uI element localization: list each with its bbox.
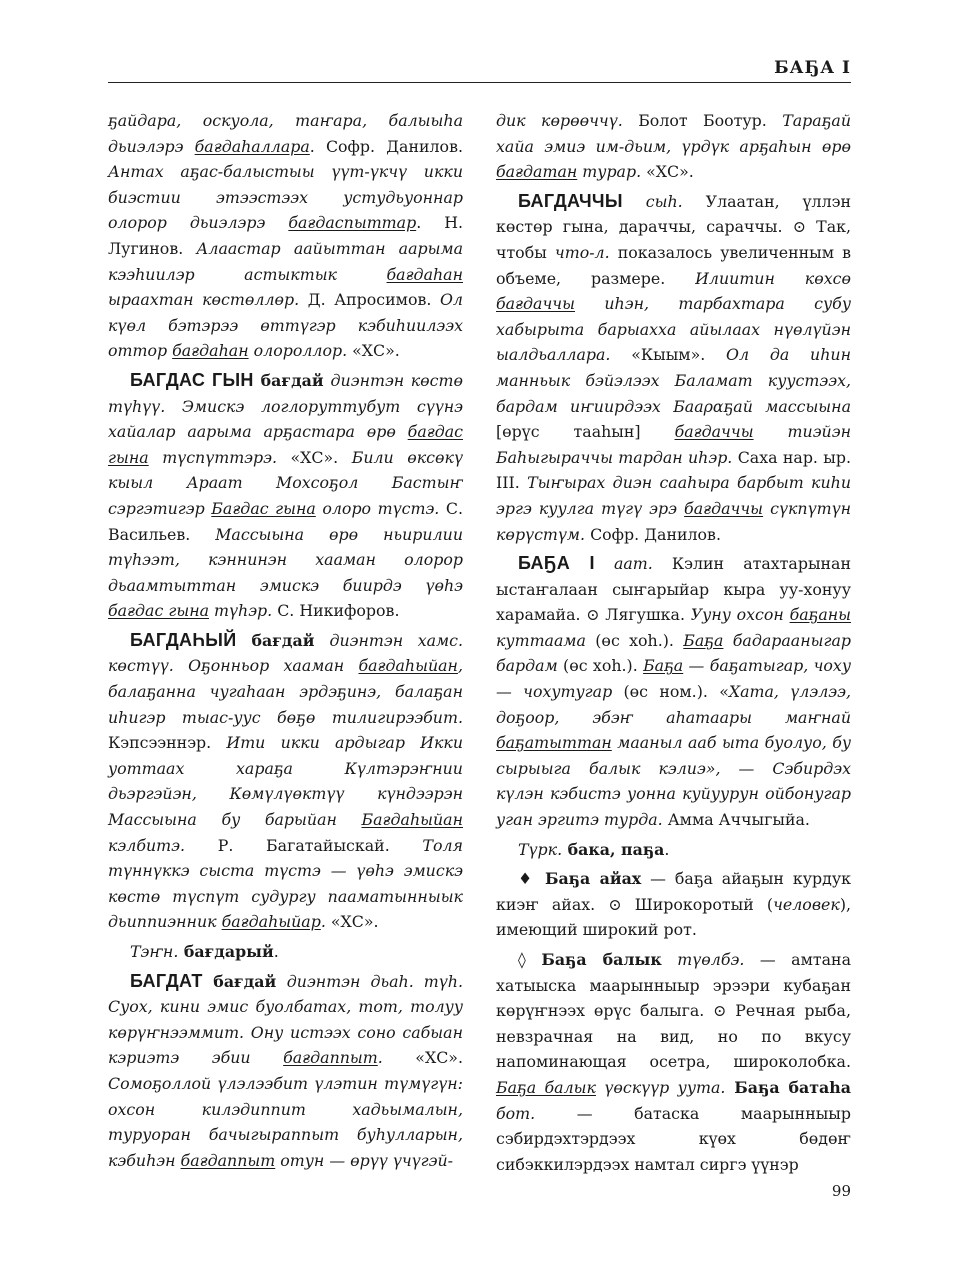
text: человек bbox=[773, 894, 840, 914]
example-word: бағдаппыт bbox=[180, 1150, 276, 1170]
text: — баҕатыгар, чоху — чохутугар bbox=[496, 656, 851, 702]
text: . bbox=[273, 942, 279, 961]
text: Д. Апросимов. bbox=[299, 290, 440, 310]
text: Алаастар аайыттан аарыма кээһиилэр астыктык bbox=[108, 238, 463, 284]
text: Түрк. bbox=[518, 839, 563, 859]
example-word: Бағдаһыйан bbox=[361, 810, 463, 830]
example-word: бағдаһаллара bbox=[194, 136, 310, 156]
text: «ХС». bbox=[325, 912, 379, 932]
text: бадарааныгар бардам bbox=[496, 630, 851, 676]
text: түспүттэрэ. bbox=[148, 447, 278, 467]
text: аат. bbox=[594, 554, 653, 574]
text: Ити икки ардыгар Икки уоттаах хараҕа Күлтэрэҥнии дьэргэйэн, Көмүлүөктүү күндээрэн Массыына бу барыйан bbox=[108, 733, 464, 830]
text: . Н. Лугинов. bbox=[108, 213, 464, 258]
text: Саха нар. ыр. III. bbox=[496, 447, 852, 493]
example-word: бағдаһан bbox=[172, 341, 249, 361]
example-word: баҕаны bbox=[789, 605, 852, 625]
text: сыһ. bbox=[645, 191, 683, 211]
text: . bbox=[664, 839, 670, 859]
text: Тараҕай хайа эмиэ им-дьим, үрдүк арҕаһын өрө bbox=[496, 111, 851, 156]
example-word: баҕатыттан bbox=[496, 733, 612, 753]
text: «ХС». bbox=[277, 447, 352, 467]
phrase-headword: Баҕа батаһа bbox=[725, 1077, 851, 1097]
text: диэнтэн хамс. көстүү. Оҕонньор хааман bbox=[108, 630, 463, 676]
text: Били өксөкү кыыл Араат Мохсоҕол Бастыҥ сэргэтигэр bbox=[108, 447, 463, 518]
text: (өс хоһ.). bbox=[585, 630, 684, 650]
text: показалось увеличенным в объеме, размере. bbox=[496, 242, 851, 288]
entry-continuation bbox=[108, 108, 463, 364]
text: «ХС». bbox=[382, 1048, 463, 1068]
text: бот. bbox=[496, 1103, 536, 1123]
text: Тэҥн. bbox=[130, 942, 179, 961]
text: — батаска маарынныыр сэбирдэхтэрдээх күөх бөдөҥ сибэккилэрдээх намтал сиргэ үүнэр bbox=[496, 1103, 851, 1174]
text: Софр. Данилов. bbox=[585, 524, 721, 544]
text: «ХС». bbox=[347, 341, 400, 361]
text: Толя түннүккэ сыста түстэ — үөһэ эмискэ көстө түспүт судургу пааматынныык дьиппиэнник bbox=[108, 835, 463, 932]
text: куттаама bbox=[496, 630, 586, 650]
text: ыраахтан көстөллөр. bbox=[108, 290, 300, 310]
example-word: бағдаччы bbox=[496, 294, 575, 314]
text: Улаатан, үллэн көстөр гына, дараччы, сараччы. bbox=[496, 191, 851, 237]
right-column bbox=[496, 108, 851, 1177]
diamond-icon: ♦ bbox=[518, 869, 545, 889]
text: , балаҕанна чугаһаан эрдэҕинэ, балаҕан иһигэр тыас-уус бөҕө тилигирээбит. bbox=[108, 656, 463, 727]
text: . Софр. Данилов. bbox=[309, 136, 463, 156]
text: Ууну охсон bbox=[690, 605, 790, 625]
example-word: Бағдас гына bbox=[211, 498, 316, 518]
text: ), имеющий широкий рот. bbox=[496, 894, 851, 940]
entry-bagdahyi bbox=[108, 628, 463, 935]
text: — баҕа айаҕын курдук киэҥ айах. ⊙ Широкоротый ( bbox=[496, 869, 852, 914]
text: . bbox=[377, 1048, 383, 1068]
text: [өрүс тааһын] bbox=[496, 422, 675, 442]
entry-continuation bbox=[496, 108, 851, 185]
lozenge-icon: ◊ bbox=[518, 950, 542, 969]
text: сүкпүтүн көрүстүм. bbox=[496, 498, 851, 544]
text: . bbox=[320, 912, 326, 932]
text: «ХС». bbox=[641, 162, 694, 182]
text: бака, паҕа bbox=[562, 839, 665, 859]
example-word: бағдаччы bbox=[674, 422, 754, 442]
headword: БАҔА I bbox=[518, 553, 595, 574]
text: (өс ном.). « bbox=[612, 682, 729, 702]
example-word: бағдатан bbox=[496, 162, 578, 182]
phrase-headword: Баҕа айах bbox=[544, 869, 642, 889]
header-rule bbox=[108, 82, 851, 83]
text: (өс хоһ.). bbox=[557, 656, 644, 676]
text: бағдай bbox=[202, 971, 287, 991]
text: Ол да иһин манньык бэйэлээх Баламат куустээх, бардам иҥиирдээх Бааραҕай массыына bbox=[496, 345, 851, 416]
example-word: Баҕа балык bbox=[496, 1077, 596, 1097]
text: С. Васильев. bbox=[108, 498, 463, 544]
text: ⊙ Так, чтобы bbox=[496, 217, 852, 262]
entry-bagdat bbox=[108, 969, 463, 1174]
example-word: бағдаспыттар bbox=[288, 213, 417, 233]
text: Антах аҕас-балыстыы үүт-үкчү икки биэстии этээстээх устудьуоннар олорор дьиэлэрэ bbox=[108, 162, 463, 233]
text: диэнтэн көстө түһүү. Эмискэ логлоруттубут сүүнэ хайалар аарыма арҕастара өрө bbox=[108, 370, 463, 442]
text: тиэйэн Баһыгыраччы тардан иһэр. bbox=[496, 422, 851, 467]
example-word: Баҕа bbox=[643, 656, 684, 676]
entry-bagdas-gyn bbox=[108, 368, 463, 624]
headword: БАГДАТ bbox=[130, 970, 203, 991]
text: олороллор. bbox=[248, 341, 348, 361]
etymology bbox=[496, 837, 851, 863]
headword: БАГДАЧЧЫ bbox=[518, 190, 623, 211]
text: дик көрөөччү. bbox=[496, 111, 623, 130]
text: что-л. bbox=[554, 242, 610, 262]
text: Сомоҕоллой үлэлээбит үлэтин түмүгүн: охсон килэдиппит хадьымалын, туруоран бачыгыраппыт буһулларын, кэбиһэн bbox=[108, 1073, 463, 1170]
entry-baga-1 bbox=[496, 551, 851, 833]
entry-bagdachchy bbox=[496, 189, 851, 547]
text: ⊙ Лягушка. bbox=[586, 605, 691, 625]
text: «Кыым». bbox=[610, 345, 727, 365]
example-word: бағдаччы bbox=[684, 498, 764, 518]
text: бағдай bbox=[253, 370, 331, 390]
phrase-baga-balyk bbox=[496, 947, 851, 1177]
text: кэлбитэ. bbox=[108, 835, 186, 855]
text: Кэпсээннэр. bbox=[108, 733, 227, 753]
example-word: бағдаһан bbox=[386, 264, 463, 284]
text: түһэр. bbox=[209, 601, 273, 621]
text: бағдарый bbox=[178, 942, 274, 961]
running-head: БАҔА I bbox=[774, 58, 851, 78]
example-word: бағдас гына bbox=[108, 601, 210, 621]
text: Илиитин көхсө bbox=[695, 268, 851, 288]
text: Тыҥырах диэн сааһыра барбыт киһи эргэ куулга түгү эрэ bbox=[496, 473, 852, 518]
text: олоро түстэ. bbox=[315, 498, 440, 518]
cross-reference bbox=[108, 939, 463, 965]
page-number: 99 bbox=[831, 1182, 851, 1200]
example-word: бағдас гына bbox=[108, 422, 463, 467]
text: Ол күөл бэтэрээ өттүгэр кэбиһиилээх оттор bbox=[108, 290, 463, 361]
text: бағдай bbox=[236, 630, 330, 650]
phrase-headword: Баҕа балык bbox=[541, 950, 662, 969]
left-column bbox=[108, 108, 463, 1173]
text: үөскүүр уута. bbox=[595, 1077, 726, 1097]
headword: БАГДАҺЫЙ bbox=[130, 629, 237, 650]
example-word: бағдаһыйан bbox=[358, 656, 458, 676]
text: Амма Аччыгыйа. bbox=[662, 810, 810, 830]
text: Болот Боотур. bbox=[622, 111, 783, 130]
text: түөлбэ. bbox=[661, 950, 745, 969]
example-word: бағдаппыт bbox=[283, 1048, 378, 1068]
text: Массыына өрө ньирилии түһээт, кэннинэн хааман олорор дьаамтыттан эмискэ биирдэ үөһэ bbox=[108, 524, 463, 595]
headword: БАГДАС ГЫН bbox=[130, 369, 254, 390]
example-word: Баҕа bbox=[683, 630, 724, 650]
text: С. Никифоров. bbox=[272, 601, 400, 621]
text: турар. bbox=[577, 162, 642, 182]
text: Р. Багатайыскай. bbox=[185, 835, 423, 855]
text: — амтана хатыыска маарынныыр эрээри кубаҕан көрүҥнээх өрүс балыга. ⊙ Речная рыба, невзрачная на вид, но по вкусу напоминающая осетра, широколобка. bbox=[496, 950, 851, 1072]
text: иһэн, тарбахтара субу хабырыта барыахха айылаах нүөлүйэн ыалдьаллара. bbox=[496, 294, 851, 365]
text: диэнтэн дьаһ. түһ. Суох, кини эмис буолбатах, тот, толуу көрүҥнээммит. Ону истээх соно сабыан кэриэтэ эбии bbox=[108, 971, 463, 1068]
phrase-baga-ayakh bbox=[496, 866, 851, 943]
text: ҕайдара, оскуола, таҥара, балыыһа дьиэлэрэ bbox=[108, 111, 463, 156]
text: мааныл ааб ыта буолуо, бу сырыыга балык кэлиэ», — Сэбирдэх күлэн кэбистэ уонна куйуурун ойбонугар уган эргитэ турда. bbox=[496, 733, 851, 830]
text: Кэлин атахтарынан ыстаҥалаан сыҥарыйар кыра уу-хонуу харамайа. bbox=[496, 554, 852, 625]
text: Хата, үлэлээ, доҕоор, эбэҥ аһатаары маҥнай bbox=[496, 682, 851, 727]
example-word: бағдаһыйар bbox=[221, 912, 321, 932]
text: отун — өрүү үчүгэй- bbox=[275, 1150, 454, 1170]
